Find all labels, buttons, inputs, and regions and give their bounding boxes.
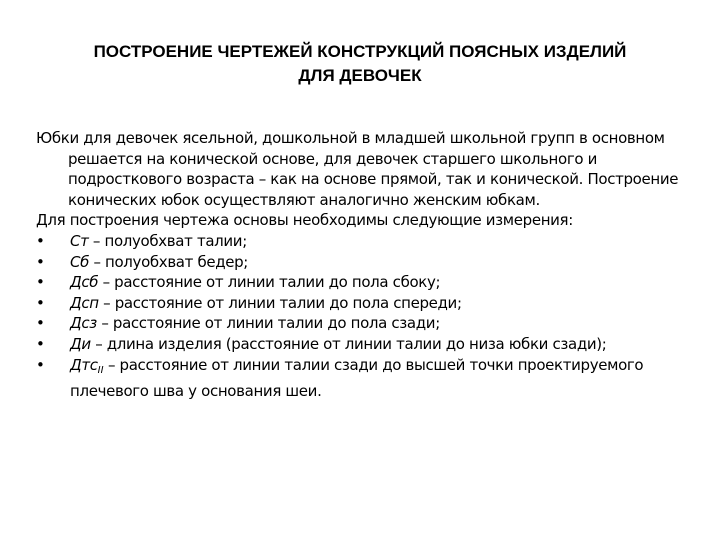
measurement-symbol: Дтс bbox=[70, 355, 98, 374]
list-item bbox=[36, 272, 686, 293]
measurements-heading: Для построения чертежа основы необходимы следующие измерения: bbox=[36, 211, 573, 230]
measurement-symbol: Ст bbox=[70, 231, 89, 250]
measurement-text: – полуобхват талии; bbox=[88, 231, 247, 250]
bullet: • bbox=[36, 252, 45, 271]
measurement-text: – расстояние от линии талии до пола спереди; bbox=[98, 293, 462, 312]
intro-paragraph: Юбки для девочек ясельной, дошкольной в младшей школьной групп в основном решается на конической основе, для девочек старшего школьного и подросткового возраста – как на основе прямой, так и конической. Построение конических юбок осуществляют аналогично женским юбкам. bbox=[36, 129, 679, 209]
list-item bbox=[36, 355, 686, 402]
page-title bbox=[40, 40, 680, 88]
bullet: • bbox=[36, 273, 45, 292]
bullet: • bbox=[36, 231, 45, 250]
measurement-symbol: Сб bbox=[70, 252, 90, 271]
measurements-list bbox=[36, 231, 686, 402]
bullet: • bbox=[36, 314, 45, 333]
measurement-text: – расстояние от линии талии до пола сбоку; bbox=[98, 273, 441, 292]
measurement-symbol: Дсб bbox=[70, 273, 99, 292]
measurement-text: – расстояние от линии талии сзади до высшей точки проектируемого плечевого шва у основания шеи. bbox=[70, 355, 644, 401]
title-line-1: ПОСТРОЕНИЕ ЧЕРТЕЖЕЙ КОНСТРУКЦИЙ ПОЯСНЫХ ИЗДЕЛИЙ bbox=[93, 42, 627, 61]
measurement-symbol: Дсп bbox=[70, 293, 99, 312]
bullet: • bbox=[36, 355, 45, 374]
bullet: • bbox=[36, 334, 45, 353]
title-line-2: ДЛЯ ДЕВОЧЕК bbox=[298, 66, 422, 85]
bullet: • bbox=[36, 293, 45, 312]
measurement-subscript: II bbox=[97, 364, 104, 376]
measurement-symbol: Ди bbox=[70, 334, 91, 353]
document-body bbox=[36, 128, 686, 402]
list-item bbox=[36, 231, 686, 252]
measurement-text: – полуобхват бедер; bbox=[89, 252, 249, 271]
list-item bbox=[36, 293, 686, 314]
measurement-text: – длина изделия (расстояние от линии талии до низа юбки сзади); bbox=[90, 334, 607, 353]
measurement-text: – расстояние от линии талии до пола сзади; bbox=[96, 314, 440, 333]
list-item bbox=[36, 313, 686, 334]
measurement-symbol: Дсз bbox=[70, 314, 97, 333]
list-item bbox=[36, 334, 686, 355]
list-item bbox=[36, 252, 686, 273]
